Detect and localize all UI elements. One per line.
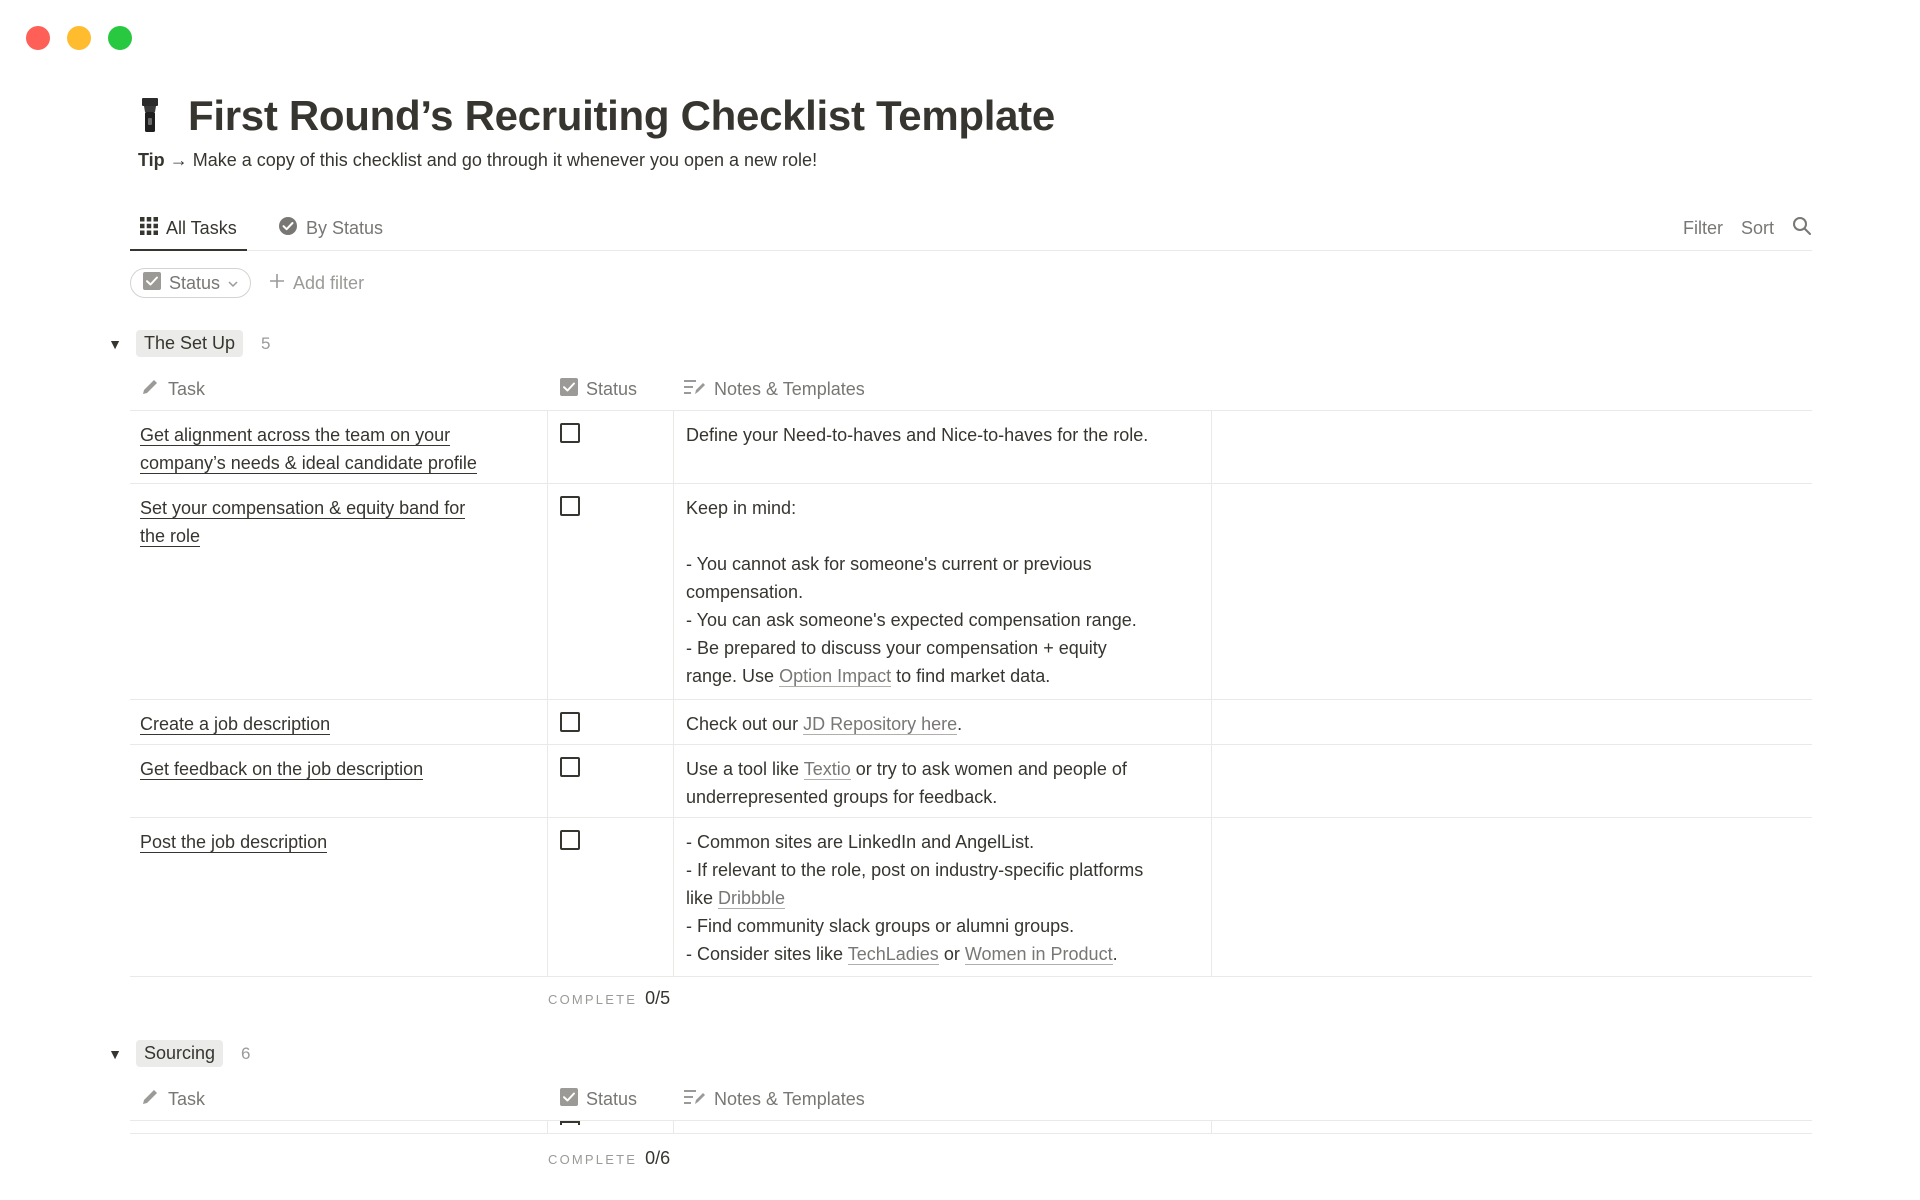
status-checkbox[interactable] bbox=[560, 757, 580, 777]
notes-line bbox=[686, 755, 1199, 783]
notes-line bbox=[686, 856, 1199, 884]
minimize-window-button[interactable] bbox=[67, 26, 91, 50]
note-text: - Find community slack groups or alumni groups. bbox=[686, 916, 1075, 936]
status-filter-label: Status bbox=[169, 272, 221, 293]
calc-label: COMPLETE bbox=[548, 1152, 638, 1167]
window-controls bbox=[26, 26, 132, 50]
note-text: - If relevant to the role, post on industry-specific platforms bbox=[686, 860, 1144, 880]
note-text: . bbox=[1112, 944, 1118, 964]
column-header-label: Status bbox=[586, 1088, 638, 1109]
note-link[interactable]: Option Impact bbox=[779, 666, 892, 686]
task-title-line[interactable]: company’s needs & ideal candidate profile bbox=[140, 453, 477, 473]
note-link[interactable]: JD Repository here bbox=[803, 714, 958, 734]
notes-line bbox=[686, 421, 1199, 449]
notes-line bbox=[686, 912, 1199, 940]
group-count: 5 bbox=[261, 333, 271, 353]
notes-line bbox=[686, 494, 1199, 522]
status-cell bbox=[548, 700, 674, 744]
tab-all-tasks[interactable] bbox=[130, 208, 247, 251]
group-header-sourcing[interactable] bbox=[106, 1040, 251, 1067]
sort-button[interactable]: Sort bbox=[1740, 218, 1774, 238]
checkbox-property-icon bbox=[560, 1088, 578, 1111]
column-header-label: Notes & Templates bbox=[714, 1088, 865, 1109]
column-divider bbox=[673, 1121, 674, 1133]
flashlight-icon[interactable] bbox=[130, 92, 170, 140]
status-checkbox[interactable] bbox=[560, 423, 580, 443]
status-filter-pill[interactable] bbox=[130, 268, 251, 298]
tip-label: Tip bbox=[138, 150, 165, 170]
notes-cell[interactable] bbox=[674, 411, 1212, 483]
grid-icon bbox=[140, 217, 158, 240]
column-header-row bbox=[130, 368, 1812, 411]
checkbox-property-icon bbox=[560, 378, 578, 401]
group-count: 6 bbox=[241, 1043, 251, 1063]
column-header-notes[interactable] bbox=[684, 368, 865, 410]
text-property-icon bbox=[684, 1088, 706, 1111]
notes-line bbox=[686, 662, 1199, 690]
column-header-task[interactable] bbox=[140, 368, 205, 410]
note-text: to find market data. bbox=[891, 666, 1051, 686]
note-text: - Be prepared to discuss your compensation + equity bbox=[686, 638, 1107, 658]
add-filter-button[interactable] bbox=[269, 273, 364, 294]
notes-cell[interactable] bbox=[674, 818, 1212, 976]
note-text: - You can ask someone's expected compensation range. bbox=[686, 610, 1137, 630]
checkbox-property-icon bbox=[143, 272, 161, 295]
pencil-icon bbox=[140, 1087, 160, 1112]
maximize-window-button[interactable] bbox=[108, 26, 132, 50]
notes-cell[interactable] bbox=[674, 700, 1212, 744]
task-title-line[interactable]: Get feedback on the job description bbox=[140, 759, 424, 779]
caret-down-icon[interactable]: ▼ bbox=[108, 335, 122, 352]
caret-down-icon[interactable]: ▼ bbox=[108, 1045, 122, 1062]
group-tag: The Set Up bbox=[136, 330, 243, 357]
task-title-line[interactable]: Get alignment across the team on your bbox=[140, 425, 451, 445]
calc-value: 0/5 bbox=[645, 988, 671, 1008]
notes-cell[interactable] bbox=[674, 484, 1212, 699]
status-cell bbox=[548, 818, 674, 976]
column-header-row bbox=[130, 1078, 1812, 1121]
tab-by-status[interactable] bbox=[268, 208, 393, 249]
column-header-label: Notes & Templates bbox=[714, 378, 865, 399]
notes-line bbox=[686, 783, 1199, 811]
task-cell[interactable] bbox=[130, 484, 548, 699]
pencil-icon bbox=[140, 377, 160, 402]
calc-label: COMPLETE bbox=[548, 992, 638, 1007]
add-filter-label: Add filter bbox=[293, 272, 365, 293]
note-text: or try to ask women and people of bbox=[850, 759, 1127, 779]
note-text: - Common sites are LinkedIn and AngelList. bbox=[686, 832, 1035, 852]
column-header-label: Task bbox=[168, 1088, 206, 1109]
notes-line bbox=[686, 606, 1199, 634]
task-cell[interactable] bbox=[130, 700, 548, 744]
tip-callout bbox=[138, 150, 817, 171]
tip-arrow: → bbox=[169, 150, 188, 170]
notes-line bbox=[686, 940, 1199, 968]
note-text: range. Use bbox=[686, 666, 780, 686]
calculation-footer[interactable] bbox=[548, 1148, 670, 1169]
column-header-label: Task bbox=[168, 378, 206, 399]
table-row[interactable] bbox=[130, 411, 1812, 484]
note-text: Use a tool like bbox=[686, 759, 804, 779]
page-title[interactable]: First Round’s Recruiting Checklist Template bbox=[188, 92, 1055, 139]
close-window-button[interactable] bbox=[26, 26, 50, 50]
tab-label: All Tasks bbox=[166, 218, 237, 238]
notes-cell[interactable] bbox=[674, 745, 1212, 817]
notes-line bbox=[686, 634, 1199, 662]
note-text: Check out our bbox=[686, 714, 804, 734]
chevron-down-icon bbox=[228, 273, 238, 294]
view-toolbar bbox=[1683, 208, 1812, 249]
table-row[interactable] bbox=[130, 745, 1812, 818]
task-title-line[interactable]: the role bbox=[140, 526, 201, 546]
group-tag: Sourcing bbox=[136, 1040, 223, 1067]
column-divider bbox=[1211, 1121, 1212, 1133]
view-tabs-bar bbox=[130, 208, 1812, 251]
calculation-footer[interactable] bbox=[548, 988, 670, 1009]
table-row[interactable] bbox=[130, 818, 1812, 977]
note-text: Keep in mind: bbox=[686, 498, 797, 518]
notes-line bbox=[686, 884, 1199, 912]
status-checkbox[interactable] bbox=[560, 712, 580, 732]
filter-button[interactable]: Filter bbox=[1682, 218, 1723, 238]
task-cell[interactable] bbox=[130, 411, 548, 483]
task-title-line[interactable]: Create a job description bbox=[140, 714, 331, 734]
note-text: - Consider sites like bbox=[686, 944, 848, 964]
column-header-task[interactable] bbox=[140, 1078, 205, 1120]
tab-label: By Status bbox=[306, 218, 384, 238]
status-checkbox[interactable] bbox=[560, 830, 580, 850]
check-circle-icon bbox=[278, 216, 298, 241]
plus-icon bbox=[269, 273, 285, 294]
note-link[interactable]: TechLadies bbox=[847, 944, 939, 964]
notes-line bbox=[686, 710, 1199, 738]
note-link[interactable]: Women in Product bbox=[964, 944, 1113, 964]
notes-line bbox=[686, 828, 1199, 856]
table-row[interactable] bbox=[130, 700, 1812, 745]
search-icon[interactable] bbox=[1792, 216, 1812, 241]
note-text: or bbox=[938, 944, 965, 964]
table-row[interactable] bbox=[130, 484, 1812, 700]
group-header-the-set-up[interactable] bbox=[106, 330, 271, 357]
column-divider bbox=[547, 1121, 548, 1133]
status-cell bbox=[548, 745, 674, 817]
note-text: compensation. bbox=[686, 582, 804, 602]
column-header-status[interactable] bbox=[560, 368, 637, 410]
column-header-notes[interactable] bbox=[684, 1078, 865, 1120]
task-title-line[interactable]: Set your compensation & equity band for bbox=[140, 498, 466, 518]
status-checkbox[interactable] bbox=[560, 1121, 580, 1125]
column-header-status[interactable] bbox=[560, 1078, 637, 1120]
task-cell[interactable] bbox=[130, 818, 548, 976]
calc-value: 0/6 bbox=[645, 1148, 671, 1168]
note-link[interactable]: Textio bbox=[803, 759, 851, 779]
note-link[interactable]: Dribbble bbox=[718, 888, 786, 908]
notes-line bbox=[686, 578, 1199, 606]
status-checkbox[interactable] bbox=[560, 496, 580, 516]
notes-line bbox=[686, 522, 1199, 550]
tip-text: Make a copy of this checklist and go through it whenever you open a new role! bbox=[192, 150, 818, 170]
page-header bbox=[130, 88, 1055, 144]
task-title-line[interactable]: Post the job description bbox=[140, 832, 328, 852]
task-cell[interactable] bbox=[130, 745, 548, 817]
status-cell bbox=[548, 411, 674, 483]
filter-row bbox=[130, 268, 364, 298]
status-cell bbox=[548, 484, 674, 699]
note-text: underrepresented groups for feedback. bbox=[686, 787, 998, 807]
note-text: like bbox=[686, 888, 719, 908]
collapsed-row-stub bbox=[130, 1121, 1812, 1134]
notes-line bbox=[686, 550, 1199, 578]
column-header-label: Status bbox=[586, 378, 638, 399]
note-text: . bbox=[957, 714, 963, 734]
text-property-icon bbox=[684, 378, 706, 401]
note-text: Define your Need-to-haves and Nice-to-haves for the role. bbox=[686, 425, 1149, 445]
note-text: - You cannot ask for someone's current or previous bbox=[686, 554, 1092, 574]
